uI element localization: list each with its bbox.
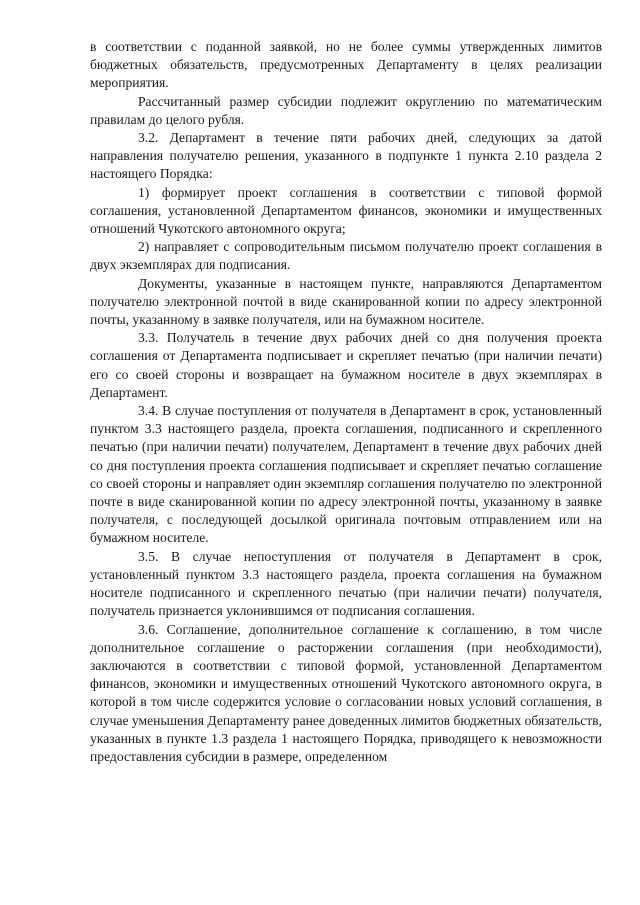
paragraph-rounding-rule: Рассчитанный размер субсидии подлежит округлению по математическим правилам до целого рубля. <box>90 93 602 127</box>
paragraph-intro-continuation: в соответствии с поданной заявкой, но не более суммы утвержденных лимитов бюджетных обязательств, предусмотренных Департаменту в целях реализации мероприятия. <box>90 39 602 91</box>
paragraph-clause-3-3: 3.3. Получатель в течение двух рабочих дней со дня получения проекта соглашения от Департамента подписывает и скрепляет печатью (при наличии печати) его со своей стороны и возвращает на бумажном носителе в двух экземплярах в Департамент. <box>90 330 602 400</box>
paragraph-clause-3-2-item-2: 2) направляет с сопроводительным письмом получателю проект соглашения в двух экземплярах для подписания. <box>90 239 602 273</box>
paragraph-documents-delivery: Документы, указанные в настоящем пункте, направляются Департаментом получателю электронной почтой в виде сканированной копии по адресу электронной почты, указанному в заявке получателя, или на бумажном носителе. <box>90 275 602 328</box>
paragraph-clause-3-6: 3.6. Соглашение, дополнительное соглашение к соглашению, в том числе дополнительное соглашение о расторжении соглашения (при необходимости), заключаются в соответствии с типовой формой, установленной Департаментом финансов, экономики и имущественных отношений Чукотского автономного округа, в которой в том числе содержится условие о согласовании новых условий соглашения, в случае уменьшения Департаменту ранее доведенных лимитов бюджетных обязательств, указанных в пункте 1.3 раздела 1 настоящего Порядка, приводящего к невозможности предоставления субсидии в размере, определенном <box>90 621 602 764</box>
paragraph-clause-3-2: 3.2. Департамент в течение пяти рабочих дней, следующих за датой направления получателю решения, указанного в подпункте 1 пункта 2.10 раздела 2 настоящего Порядка: <box>90 130 602 182</box>
document-page <box>90 38 602 766</box>
paragraph-clause-3-5: 3.5. В случае непоступления от получателя в Департамент в срок, установленный пунктом 3.3 настоящего раздела, проекта соглашения на бумажном носителе подписанного и скрепленного печатью (при наличии печати) получателя, получатель признается уклонившимся от подписания соглашения. <box>90 548 602 619</box>
paragraph-clause-3-2-item-1: 1) формирует проект соглашения в соответствии с типовой формой соглашения, установленной Департаментом финансов, экономики и имущественных отношений Чукотского автономного округа; <box>90 184 602 237</box>
paragraph-clause-3-4: 3.4. В случае поступления от получателя в Департамент в срок, установленный пунктом 3.3 настоящего раздела, проекта соглашения, подписанного и скрепленного печатью (при наличии печати) получателем, Департамент в течение двух рабочих дней со дня поступления проекта соглашения подписывает и скрепляет печатью соглашение со своей стороны и направляет один экземпляр соглашения получателю по электронной почте в виде сканированной копии по адресу электронной почты, указанному в заявке получателя, с последующей досылкой оригинала почтовым отправлением или на бумажном носителе. <box>90 403 602 546</box>
